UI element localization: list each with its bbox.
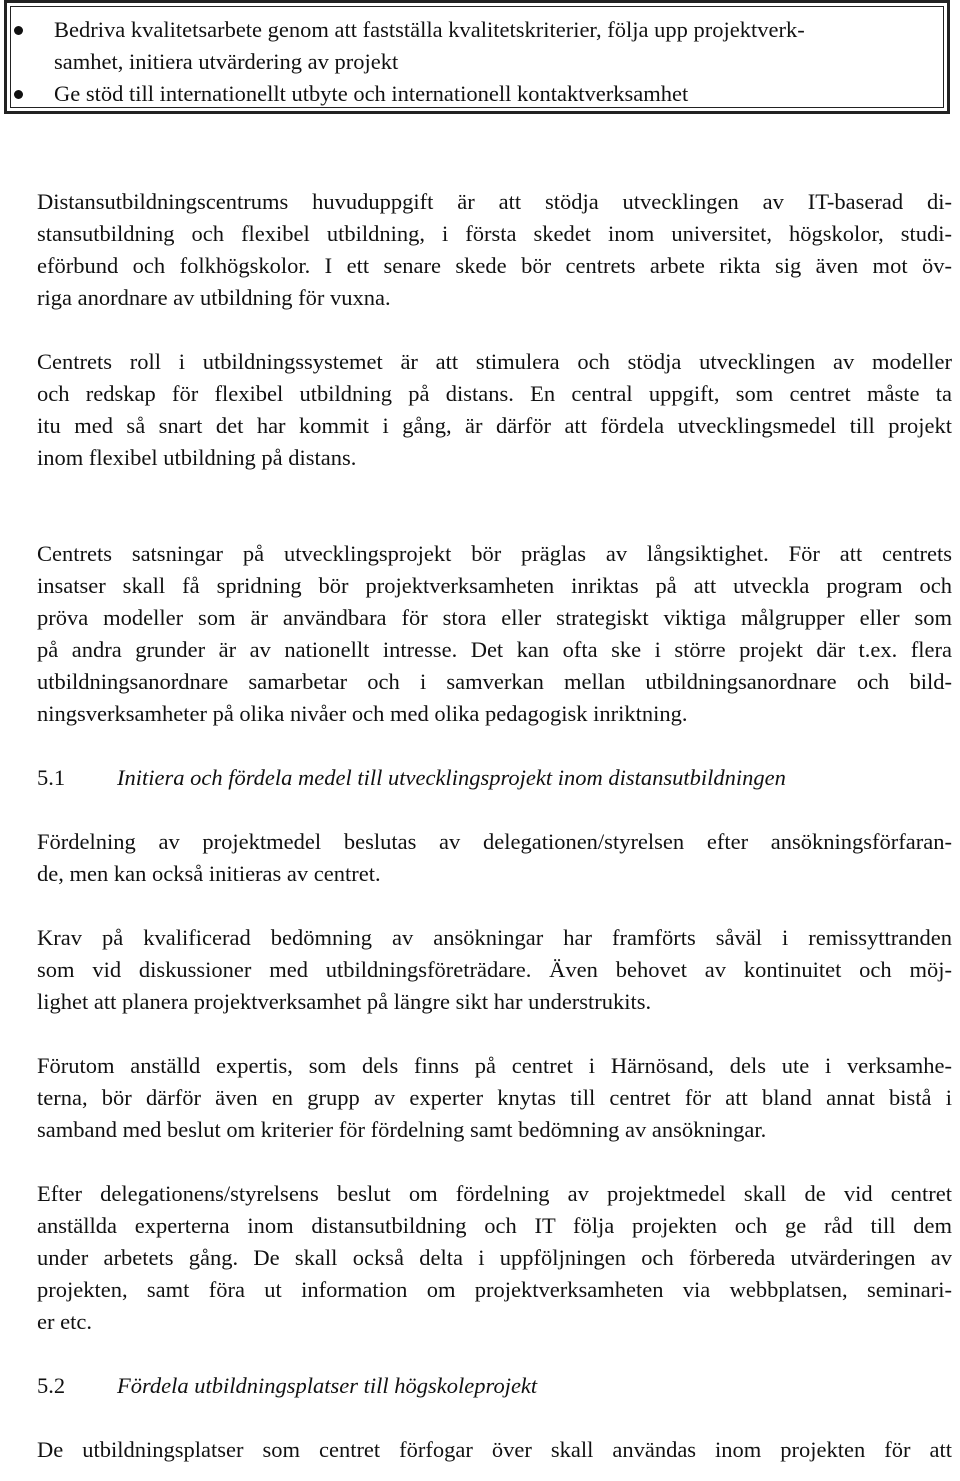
paragraph-line: och redskap för flexibel utbildning på distans. En central uppgift, som centret måste ta bbox=[37, 381, 952, 406]
bullet-line: Bedriva kvalitetsarbete genom att fastställa kvalitetskriterier, följa upp projektverk- bbox=[54, 17, 805, 42]
section-number: 5.2 bbox=[37, 1373, 66, 1398]
section-heading bbox=[37, 762, 952, 794]
paragraph-line: de, men kan också initieras av centret. bbox=[37, 861, 381, 886]
paragraph-line: Centrets roll i utbildningssystemet är att stimulera och stödja utvecklingen av modeller bbox=[37, 349, 952, 374]
section-title: Fördela utbildningsplatser till högskoleprojekt bbox=[117, 1373, 538, 1398]
section-number: 5.1 bbox=[37, 765, 66, 790]
paragraph-line: er etc. bbox=[37, 1309, 92, 1334]
paragraph-line: itu med så snart det har kommit i gång, är därför att fördela utvecklingsmedel till projekt bbox=[37, 413, 952, 438]
bullet-icon bbox=[14, 90, 23, 99]
paragraph-line: eförbund och folkhögskolor. I ett senare skede bör centrets arbete rikta sig även mot öv- bbox=[37, 253, 952, 278]
bullet-line: Ge stöd till internationellt utbyte och internationell kontaktverksamhet bbox=[54, 81, 689, 106]
paragraph-line: utbildningsanordnare samarbetar och i samverkan mellan utbildningsanordnare och bild- bbox=[37, 669, 952, 694]
paragraph-line: inom flexibel utbildning på distans. bbox=[37, 445, 357, 470]
paragraph-line: Förutom anställd expertis, som dels finns på centret i Härnösand, dels ute i verksamhe- bbox=[37, 1053, 952, 1078]
paragraph-line: Distansutbildningscentrums huvuduppgift är att stödja utvecklingen av IT-baserad di- bbox=[37, 189, 952, 214]
paragraph-line: insatser skall få spridning bör projektverksamheten inriktas på att utveckla program och bbox=[37, 573, 952, 598]
paragraph-line: pröva modeller som är användbara för stora eller strategiskt viktiga målgrupper eller som bbox=[37, 605, 952, 630]
paragraph-line: projekten, samt föra ut information om projektverksamheten via webbplatsen, seminari- bbox=[37, 1277, 952, 1302]
bullet-list bbox=[12, 14, 942, 110]
paragraph-line: De utbildningsplatser som centret förfogar över skall användas inom projekten för att bbox=[37, 1437, 952, 1462]
paragraph-line: terna, bör därför även en grupp av experter knytas till centret för att bland annat bistå i bbox=[37, 1085, 952, 1110]
paragraph-line: stansutbildning och flexibel utbildning, i första skedet inom universitet, högskolor, studi- bbox=[37, 221, 952, 246]
bullet-line: samhet, initiera utvärdering av projekt bbox=[54, 49, 399, 74]
paragraph-line: Fördelning av projektmedel beslutas av delegationen/styrelsen efter ansökningsförfaran- bbox=[37, 829, 952, 854]
bullet-item bbox=[12, 14, 942, 78]
bullet-icon bbox=[14, 26, 23, 35]
paragraph-line: Krav på kvalificerad bedömning av ansökningar har framförts såväl i remissyttranden bbox=[37, 925, 952, 950]
paragraph-line: som vid diskussioner med utbildningsföreträdare. Även behovet av kontinuitet och möj- bbox=[37, 957, 952, 982]
paragraph-line: ningsverksamheter på olika nivåer och med olika pedagogisk inriktning. bbox=[37, 701, 688, 726]
paragraph-line: lighet att planera projektverksamhet på längre sikt har understrukits. bbox=[37, 989, 652, 1014]
paragraph-line: Centrets satsningar på utvecklingsprojekt bör präglas av långsiktighet. För att centrets bbox=[37, 541, 952, 566]
paragraph-line: samband med beslut om kriterier för fördelning samt bedömning av ansökningar. bbox=[37, 1117, 767, 1142]
paragraph-line: under arbetets gång. De skall också delta i uppföljningen och förbereda utvärderingen av bbox=[37, 1245, 952, 1270]
paragraph-line: riga anordnare av utbildning för vuxna. bbox=[37, 285, 391, 310]
section-title: Initiera och fördela medel till utvecklingsprojekt inom distansutbildningen bbox=[117, 765, 786, 790]
bullet-item bbox=[12, 78, 942, 110]
paragraph-line: Efter delegationens/styrelsens beslut om fördelning av projektmedel skall de vid centret bbox=[37, 1181, 952, 1206]
paragraph-line: anställda experterna inom distansutbildning och IT följa projekten och ge råd till dem bbox=[37, 1213, 952, 1238]
section-heading bbox=[37, 1370, 952, 1402]
paragraph-line: på andra grunder är av nationellt intresse. Det kan ofta ske i större projekt där t.ex. flera bbox=[37, 637, 952, 662]
